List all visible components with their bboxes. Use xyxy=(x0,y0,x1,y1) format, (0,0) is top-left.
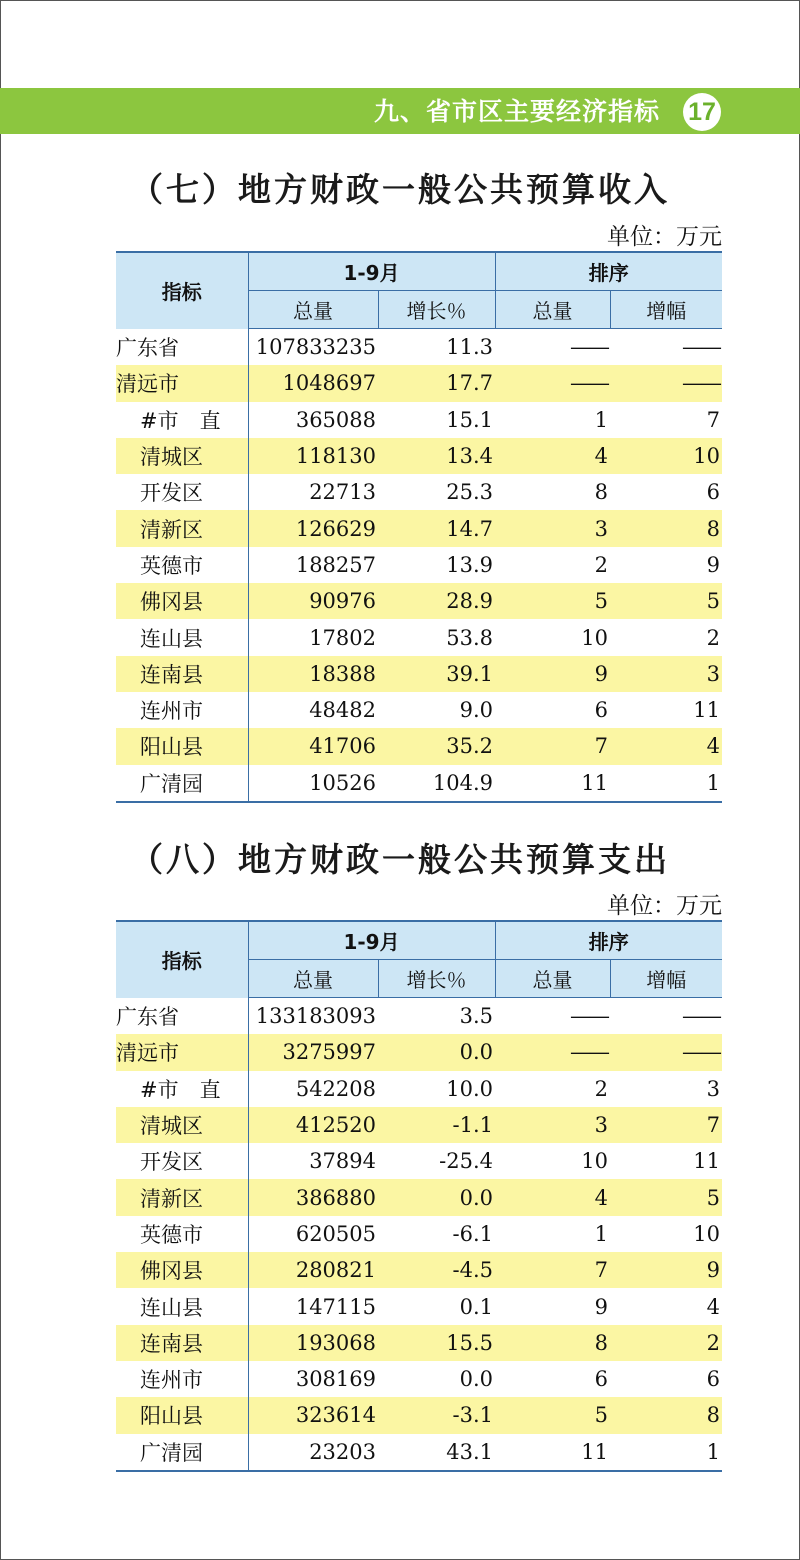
cell-rank-growth: 2 xyxy=(706,625,721,650)
table-row xyxy=(116,402,722,438)
cell-name: #市 直 xyxy=(116,1071,248,1107)
cell-rank-total: 10 xyxy=(581,625,609,650)
cell-rank-growth: 6 xyxy=(706,480,721,505)
cell-name: 连山县 xyxy=(116,1288,248,1324)
indicator-header: 指标 xyxy=(116,252,248,329)
cell-rank-total: 2 xyxy=(594,1076,609,1101)
cell-total: 193068 xyxy=(248,1325,378,1361)
cell-name: 英德市 xyxy=(116,1216,248,1252)
cell-growth: -25.4 xyxy=(439,1149,494,1174)
cell-name: 清城区 xyxy=(116,438,248,474)
total-header: 总量 xyxy=(248,960,378,998)
table-row xyxy=(116,1325,722,1361)
cell-name: 连南县 xyxy=(116,656,248,692)
cell-growth: 14.7 xyxy=(378,510,495,546)
cell-rank-total: 11 xyxy=(495,1434,610,1471)
cell-name: 连南县 xyxy=(116,1325,248,1361)
cell-rank-growth: 10 xyxy=(693,1221,721,1246)
cell-growth: 13.9 xyxy=(446,552,494,577)
table-row xyxy=(116,1143,722,1179)
cell-growth: 104.9 xyxy=(378,765,495,802)
cell-total: 133183093 xyxy=(255,1004,376,1029)
cell-name: 清新区 xyxy=(116,510,248,546)
table-row xyxy=(116,1216,722,1252)
cell-rank-growth: —— xyxy=(682,335,721,360)
cell-total: 118130 xyxy=(248,438,378,474)
cell-rank-growth: 11 xyxy=(693,698,721,723)
cell-rank-growth: 10 xyxy=(610,438,722,474)
cell-total: 126629 xyxy=(248,510,378,546)
table-row xyxy=(116,1034,722,1070)
cell-rank-growth: —— xyxy=(610,365,722,401)
rank-header: 排序 xyxy=(495,921,722,960)
revenue-unit-label: 单位：万元 xyxy=(607,224,722,250)
table-row xyxy=(116,474,722,510)
revenue-table xyxy=(116,251,722,803)
cell-growth: 35.2 xyxy=(378,728,495,764)
cell-name: 清城区 xyxy=(116,1107,248,1143)
cell-total: 386880 xyxy=(248,1179,378,1215)
cell-name: 广清园 xyxy=(116,765,248,802)
cell-growth: 43.1 xyxy=(378,1434,495,1471)
cell-rank-total: 9 xyxy=(594,1294,609,1319)
table-row xyxy=(116,692,722,728)
section-header: 九、省市区主要经济指标 xyxy=(373,97,660,126)
cell-rank-growth: 7 xyxy=(706,407,721,432)
cell-rank-total: 8 xyxy=(594,480,609,505)
cell-growth: -1.1 xyxy=(378,1107,495,1143)
cell-growth: 11.3 xyxy=(446,335,494,360)
cell-name: 广清园 xyxy=(116,1434,248,1471)
cell-rank-growth: 1 xyxy=(610,765,722,802)
table-row xyxy=(116,1397,722,1433)
cell-growth: 17.7 xyxy=(378,365,495,401)
cell-growth: 53.8 xyxy=(446,625,494,650)
cell-total: 10526 xyxy=(248,765,378,802)
cell-rank-total: 11 xyxy=(495,765,610,802)
cell-rank-growth: 3 xyxy=(610,656,722,692)
table-row xyxy=(116,438,722,474)
cell-total: 1048697 xyxy=(248,365,378,401)
cell-name: 阳山县 xyxy=(116,728,248,764)
cell-rank-total: 7 xyxy=(495,728,610,764)
cell-name: 清远市 xyxy=(116,365,248,401)
cell-rank-total: 2 xyxy=(594,552,609,577)
period-header: 1-9月 xyxy=(248,921,495,960)
cell-rank-total: 10 xyxy=(581,1149,609,1174)
total-header: 总量 xyxy=(248,291,378,329)
expenditure-table-title: （八）地方财政一般公共预算支出 xyxy=(130,840,670,879)
growth-header: 增长％ xyxy=(378,960,495,998)
cell-name: 连州市 xyxy=(116,692,248,728)
cell-rank-total: 1 xyxy=(594,1221,609,1246)
cell-name: 佛冈县 xyxy=(116,583,248,619)
cell-rank-total: 9 xyxy=(495,656,610,692)
cell-rank-growth: 8 xyxy=(610,510,722,546)
table-row xyxy=(116,1288,722,1324)
cell-rank-growth: 2 xyxy=(610,1325,722,1361)
cell-name: 连州市 xyxy=(116,1361,248,1397)
table-row xyxy=(116,998,722,1035)
cell-rank-growth: 1 xyxy=(610,1434,722,1471)
cell-growth: 28.9 xyxy=(378,583,495,619)
cell-rank-growth: 4 xyxy=(706,1294,721,1319)
table-row xyxy=(116,329,722,366)
cell-name: 开发区 xyxy=(116,1143,248,1179)
cell-total: 308169 xyxy=(295,1367,376,1392)
cell-total: 542208 xyxy=(295,1076,376,1101)
cell-total: 23203 xyxy=(248,1434,378,1471)
table-row xyxy=(116,1071,722,1107)
cell-rank-growth: 8 xyxy=(610,1397,722,1433)
rank-total-header: 总量 xyxy=(495,960,610,998)
cell-total: 412520 xyxy=(248,1107,378,1143)
rank-header: 排序 xyxy=(495,252,722,291)
table-row xyxy=(116,619,722,655)
cell-growth: 0.0 xyxy=(459,1367,494,1392)
cell-total: 620505 xyxy=(295,1221,376,1246)
table-row xyxy=(116,728,722,764)
indicator-header: 指标 xyxy=(116,921,248,998)
cell-total: 48482 xyxy=(309,698,376,723)
cell-rank-total: 4 xyxy=(495,1179,610,1215)
cell-name: 广东省 xyxy=(116,329,248,366)
cell-growth: 3.5 xyxy=(459,1004,494,1029)
rank-growth-header: 增幅 xyxy=(610,960,722,998)
table-row xyxy=(116,1361,722,1397)
cell-total: 365088 xyxy=(295,407,376,432)
cell-growth: -6.1 xyxy=(452,1221,494,1246)
table-row xyxy=(116,547,722,583)
cell-total: 323614 xyxy=(248,1397,378,1433)
cell-rank-total: 4 xyxy=(495,438,610,474)
cell-rank-growth: 3 xyxy=(706,1076,721,1101)
cell-rank-growth: —— xyxy=(610,1034,722,1070)
revenue-table-title: （七）地方财政一般公共预算收入 xyxy=(130,170,670,209)
cell-name: 清远市 xyxy=(116,1034,248,1070)
cell-growth: -3.1 xyxy=(378,1397,495,1433)
cell-growth: 25.3 xyxy=(446,480,494,505)
expenditure-unit-label: 单位：万元 xyxy=(607,893,722,919)
cell-name: 阳山县 xyxy=(116,1397,248,1433)
cell-rank-total: 7 xyxy=(495,1252,610,1288)
cell-rank-total: —— xyxy=(495,365,610,401)
cell-growth: 0.0 xyxy=(378,1034,495,1070)
cell-name: 连山县 xyxy=(116,619,248,655)
cell-name: 开发区 xyxy=(116,474,248,510)
cell-name: 佛冈县 xyxy=(116,1252,248,1288)
table-row xyxy=(116,510,722,546)
rank-total-header: 总量 xyxy=(495,291,610,329)
page-number-badge: 17 xyxy=(683,93,721,131)
cell-rank-total: 6 xyxy=(594,698,609,723)
cell-rank-growth: 5 xyxy=(610,1179,722,1215)
cell-growth: 39.1 xyxy=(378,656,495,692)
cell-rank-growth: 9 xyxy=(706,552,721,577)
table-row xyxy=(116,765,722,802)
cell-rank-total: —— xyxy=(570,335,609,360)
cell-rank-total: 5 xyxy=(495,583,610,619)
revenue-table-body xyxy=(116,329,722,802)
cell-rank-total: —— xyxy=(570,1004,609,1029)
table-row xyxy=(116,365,722,401)
cell-total: 107833235 xyxy=(255,335,376,360)
cell-total: 37894 xyxy=(309,1149,376,1174)
expenditure-table-body xyxy=(116,998,722,1471)
cell-growth: 13.4 xyxy=(378,438,495,474)
table-row xyxy=(116,1434,722,1471)
cell-growth: 0.0 xyxy=(378,1179,495,1215)
cell-total: 147115 xyxy=(295,1294,376,1319)
growth-header: 增长％ xyxy=(378,291,495,329)
cell-name: 英德市 xyxy=(116,547,248,583)
table-row xyxy=(116,1179,722,1215)
cell-growth: 10.0 xyxy=(446,1076,494,1101)
table-row xyxy=(116,656,722,692)
cell-total: 280821 xyxy=(248,1252,378,1288)
rank-growth-header: 增幅 xyxy=(610,291,722,329)
cell-growth: 15.1 xyxy=(446,407,494,432)
cell-rank-total: 3 xyxy=(495,1107,610,1143)
cell-total: 22713 xyxy=(309,480,376,505)
cell-rank-growth: 7 xyxy=(610,1107,722,1143)
cell-total: 188257 xyxy=(295,552,376,577)
cell-rank-growth: 9 xyxy=(610,1252,722,1288)
cell-total: 3275997 xyxy=(248,1034,378,1070)
cell-rank-growth: 4 xyxy=(610,728,722,764)
cell-rank-total: 5 xyxy=(495,1397,610,1433)
cell-rank-growth: —— xyxy=(682,1004,721,1029)
expenditure-table xyxy=(116,920,722,1472)
cell-total: 18388 xyxy=(248,656,378,692)
cell-rank-total: 3 xyxy=(495,510,610,546)
cell-total: 90976 xyxy=(248,583,378,619)
period-header: 1-9月 xyxy=(248,252,495,291)
cell-name: 清新区 xyxy=(116,1179,248,1215)
cell-rank-total: 8 xyxy=(495,1325,610,1361)
cell-rank-growth: 5 xyxy=(610,583,722,619)
cell-rank-total: —— xyxy=(495,1034,610,1070)
cell-growth: 15.5 xyxy=(378,1325,495,1361)
cell-rank-total: 1 xyxy=(594,407,609,432)
cell-growth: -4.5 xyxy=(378,1252,495,1288)
cell-name: 广东省 xyxy=(116,998,248,1035)
table-row xyxy=(116,1252,722,1288)
cell-rank-total: 6 xyxy=(594,1367,609,1392)
cell-rank-growth: 6 xyxy=(706,1367,721,1392)
table-row xyxy=(116,583,722,619)
cell-total: 17802 xyxy=(309,625,376,650)
cell-growth: 0.1 xyxy=(459,1294,494,1319)
cell-growth: 9.0 xyxy=(459,698,494,723)
cell-name: #市 直 xyxy=(116,402,248,438)
table-row xyxy=(116,1107,722,1143)
cell-rank-growth: 11 xyxy=(693,1149,721,1174)
cell-total: 41706 xyxy=(248,728,378,764)
